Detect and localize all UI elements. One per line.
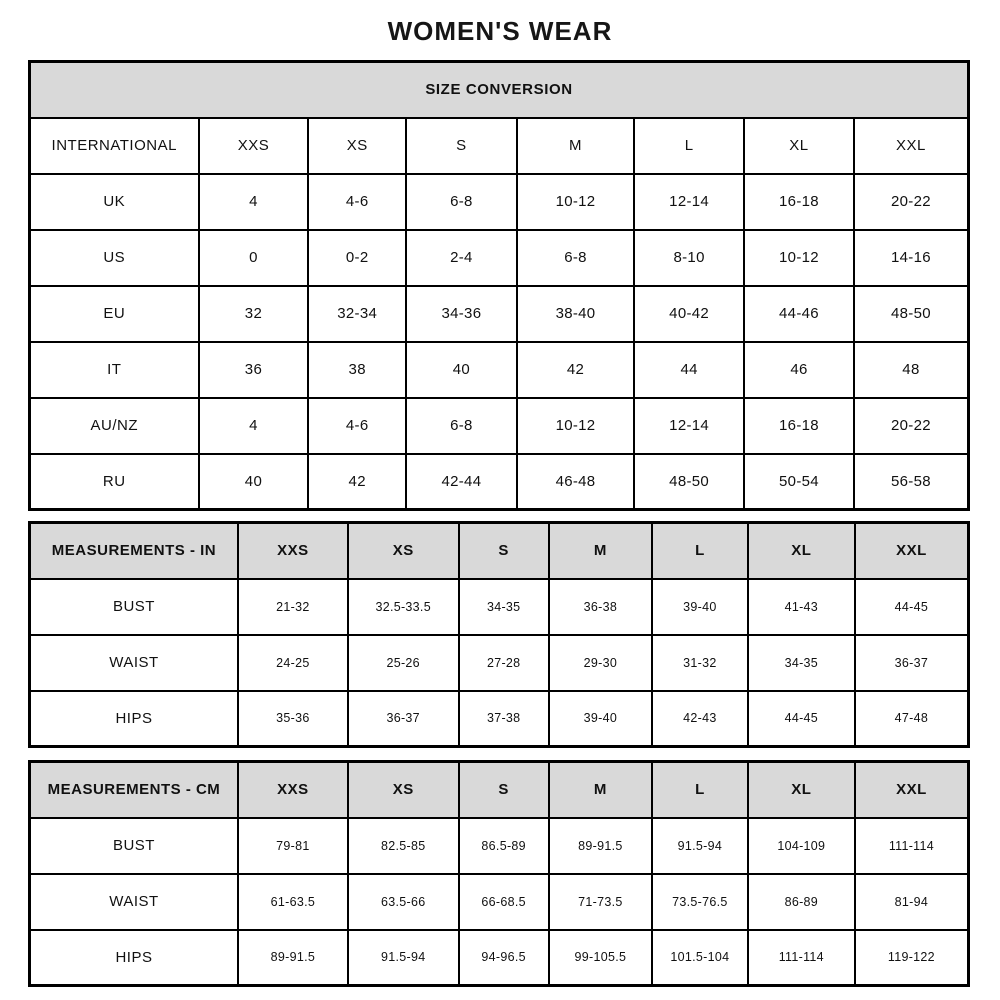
row-label-hips: HIPS	[30, 930, 238, 986]
value-cell-hips-s: 37-38	[459, 691, 549, 747]
value-cell-bust-xl: 104-109	[748, 818, 855, 874]
value-cell-waist-xxl: 81-94	[855, 874, 969, 930]
value-cell-bust-xl: 41-43	[748, 579, 855, 635]
value-cell-us-l: 8-10	[634, 230, 744, 286]
value-cell-waist-l: 31-32	[652, 635, 748, 691]
value-cell-bust-xxs: 79-81	[238, 818, 348, 874]
value-cell-au-nz-l: 12-14	[634, 398, 744, 454]
value-cell-bust-xs: 32.5-33.5	[348, 579, 459, 635]
column-header-row	[30, 762, 969, 818]
row-label-au-nz: AU/NZ	[30, 398, 199, 454]
value-cell-bust-xxl: 111-114	[855, 818, 969, 874]
value-cell-waist-xxl: 36-37	[855, 635, 969, 691]
row-label-bust: BUST	[30, 818, 238, 874]
size-header-m: M	[517, 118, 634, 174]
value-cell-waist-s: 27-28	[459, 635, 549, 691]
table-row-bust	[30, 579, 969, 635]
size-header-xl: XL	[748, 523, 855, 579]
value-cell-uk-xs: 4-6	[308, 174, 406, 230]
value-cell-it-xxs: 36	[199, 342, 309, 398]
table-row-hips	[30, 930, 969, 986]
size-conversion-table	[28, 60, 970, 511]
row-label-hips: HIPS	[30, 691, 238, 747]
value-cell-us-s: 2-4	[406, 230, 517, 286]
value-cell-au-nz-xxl: 20-22	[854, 398, 969, 454]
value-cell-uk-m: 10-12	[517, 174, 634, 230]
value-cell-bust-xs: 82.5-85	[348, 818, 459, 874]
value-cell-it-l: 44	[634, 342, 744, 398]
value-cell-it-m: 42	[517, 342, 634, 398]
value-cell-uk-xxl: 20-22	[854, 174, 969, 230]
size-header-xs: XS	[308, 118, 406, 174]
size-header-xs: XS	[348, 762, 459, 818]
value-cell-ru-xxl: 56-58	[854, 454, 969, 510]
value-cell-hips-xxl: 119-122	[855, 930, 969, 986]
value-cell-bust-m: 89-91.5	[549, 818, 652, 874]
value-cell-waist-xs: 63.5-66	[348, 874, 459, 930]
column-header-row	[30, 523, 969, 579]
size-header-xxs: XXS	[238, 523, 348, 579]
measurements-in-body	[30, 523, 969, 747]
measurements-cm-header: MEASUREMENTS - CM	[30, 762, 238, 818]
value-cell-waist-xxs: 61-63.5	[238, 874, 348, 930]
value-cell-uk-s: 6-8	[406, 174, 517, 230]
page-title: WOMEN'S WEAR	[387, 16, 613, 46]
row-label-it: IT	[30, 342, 199, 398]
measurements-cm-table	[28, 760, 970, 987]
value-cell-it-xxl: 48	[854, 342, 969, 398]
value-cell-uk-xl: 16-18	[744, 174, 854, 230]
row-label-waist: WAIST	[30, 874, 238, 930]
size-header-xxs: XXS	[199, 118, 309, 174]
value-cell-eu-m: 38-40	[517, 286, 634, 342]
value-cell-uk-l: 12-14	[634, 174, 744, 230]
value-cell-waist-xs: 25-26	[348, 635, 459, 691]
row-label-uk: UK	[30, 174, 199, 230]
size-conversion-body	[30, 62, 969, 510]
size-header-xxs: XXS	[238, 762, 348, 818]
table-row-eu	[30, 286, 969, 342]
table-row-au-nz	[30, 398, 969, 454]
value-cell-ru-m: 46-48	[517, 454, 634, 510]
value-cell-us-xl: 10-12	[744, 230, 854, 286]
value-cell-bust-l: 39-40	[652, 579, 748, 635]
value-cell-hips-xl: 44-45	[748, 691, 855, 747]
value-cell-au-nz-xl: 16-18	[744, 398, 854, 454]
size-header-l: L	[652, 762, 748, 818]
international-header: INTERNATIONAL	[30, 118, 199, 174]
size-header-xl: XL	[748, 762, 855, 818]
value-cell-hips-xxs: 35-36	[238, 691, 348, 747]
value-cell-uk-xxs: 4	[199, 174, 309, 230]
value-cell-hips-xl: 111-114	[748, 930, 855, 986]
row-label-bust: BUST	[30, 579, 238, 635]
row-label-us: US	[30, 230, 199, 286]
value-cell-us-xxl: 14-16	[854, 230, 969, 286]
value-cell-bust-l: 91.5-94	[652, 818, 748, 874]
value-cell-ru-xl: 50-54	[744, 454, 854, 510]
table-row-it	[30, 342, 969, 398]
value-cell-it-xs: 38	[308, 342, 406, 398]
size-header-l: L	[652, 523, 748, 579]
value-cell-au-nz-s: 6-8	[406, 398, 517, 454]
value-cell-au-nz-m: 10-12	[517, 398, 634, 454]
value-cell-hips-l: 101.5-104	[652, 930, 748, 986]
value-cell-eu-s: 34-36	[406, 286, 517, 342]
value-cell-it-s: 40	[406, 342, 517, 398]
size-header-l: L	[634, 118, 744, 174]
value-cell-waist-l: 73.5-76.5	[652, 874, 748, 930]
value-cell-hips-s: 94-96.5	[459, 930, 549, 986]
value-cell-us-xxs: 0	[199, 230, 309, 286]
size-header-xl: XL	[744, 118, 854, 174]
value-cell-bust-xxl: 44-45	[855, 579, 969, 635]
table-row-us	[30, 230, 969, 286]
table-row-waist	[30, 874, 969, 930]
value-cell-ru-l: 48-50	[634, 454, 744, 510]
value-cell-au-nz-xs: 4-6	[308, 398, 406, 454]
size-header-s: S	[459, 523, 549, 579]
value-cell-bust-m: 36-38	[549, 579, 652, 635]
table-row-bust	[30, 818, 969, 874]
measurements-in-header: MEASUREMENTS - IN	[30, 523, 238, 579]
size-conversion-title: SIZE CONVERSION	[30, 62, 969, 118]
size-header-m: M	[549, 523, 652, 579]
size-header-m: M	[549, 762, 652, 818]
value-cell-hips-xs: 91.5-94	[348, 930, 459, 986]
value-cell-us-xs: 0-2	[308, 230, 406, 286]
value-cell-hips-xxs: 89-91.5	[238, 930, 348, 986]
value-cell-waist-m: 71-73.5	[549, 874, 652, 930]
table-row-uk	[30, 174, 969, 230]
value-cell-waist-xl: 86-89	[748, 874, 855, 930]
size-header-s: S	[459, 762, 549, 818]
size-header-xxl: XXL	[855, 762, 969, 818]
value-cell-hips-m: 39-40	[549, 691, 652, 747]
value-cell-waist-m: 29-30	[549, 635, 652, 691]
size-header-xs: XS	[348, 523, 459, 579]
table-row-ru	[30, 454, 969, 510]
row-label-ru: RU	[30, 454, 199, 510]
value-cell-hips-m: 99-105.5	[549, 930, 652, 986]
value-cell-eu-xl: 44-46	[744, 286, 854, 342]
value-cell-it-xl: 46	[744, 342, 854, 398]
value-cell-eu-xs: 32-34	[308, 286, 406, 342]
value-cell-bust-s: 86.5-89	[459, 818, 549, 874]
value-cell-hips-xs: 36-37	[348, 691, 459, 747]
table-row-waist	[30, 635, 969, 691]
value-cell-eu-xxs: 32	[199, 286, 309, 342]
row-label-eu: EU	[30, 286, 199, 342]
value-cell-waist-xl: 34-35	[748, 635, 855, 691]
size-header-s: S	[406, 118, 517, 174]
value-cell-hips-xxl: 47-48	[855, 691, 969, 747]
measurements-in-table	[28, 521, 970, 748]
row-label-waist: WAIST	[30, 635, 238, 691]
size-header-xxl: XXL	[855, 523, 969, 579]
value-cell-eu-xxl: 48-50	[854, 286, 969, 342]
table-title-row	[30, 62, 969, 118]
size-header-xxl: XXL	[854, 118, 969, 174]
value-cell-eu-l: 40-42	[634, 286, 744, 342]
value-cell-bust-s: 34-35	[459, 579, 549, 635]
value-cell-waist-xxs: 24-25	[238, 635, 348, 691]
value-cell-ru-xxs: 40	[199, 454, 309, 510]
value-cell-ru-s: 42-44	[406, 454, 517, 510]
value-cell-ru-xs: 42	[308, 454, 406, 510]
column-header-row	[30, 118, 969, 174]
value-cell-au-nz-xxs: 4	[199, 398, 309, 454]
value-cell-bust-xxs: 21-32	[238, 579, 348, 635]
value-cell-hips-l: 42-43	[652, 691, 748, 747]
measurements-cm-body	[30, 762, 969, 986]
value-cell-us-m: 6-8	[517, 230, 634, 286]
value-cell-waist-s: 66-68.5	[459, 874, 549, 930]
table-row-hips	[30, 691, 969, 747]
